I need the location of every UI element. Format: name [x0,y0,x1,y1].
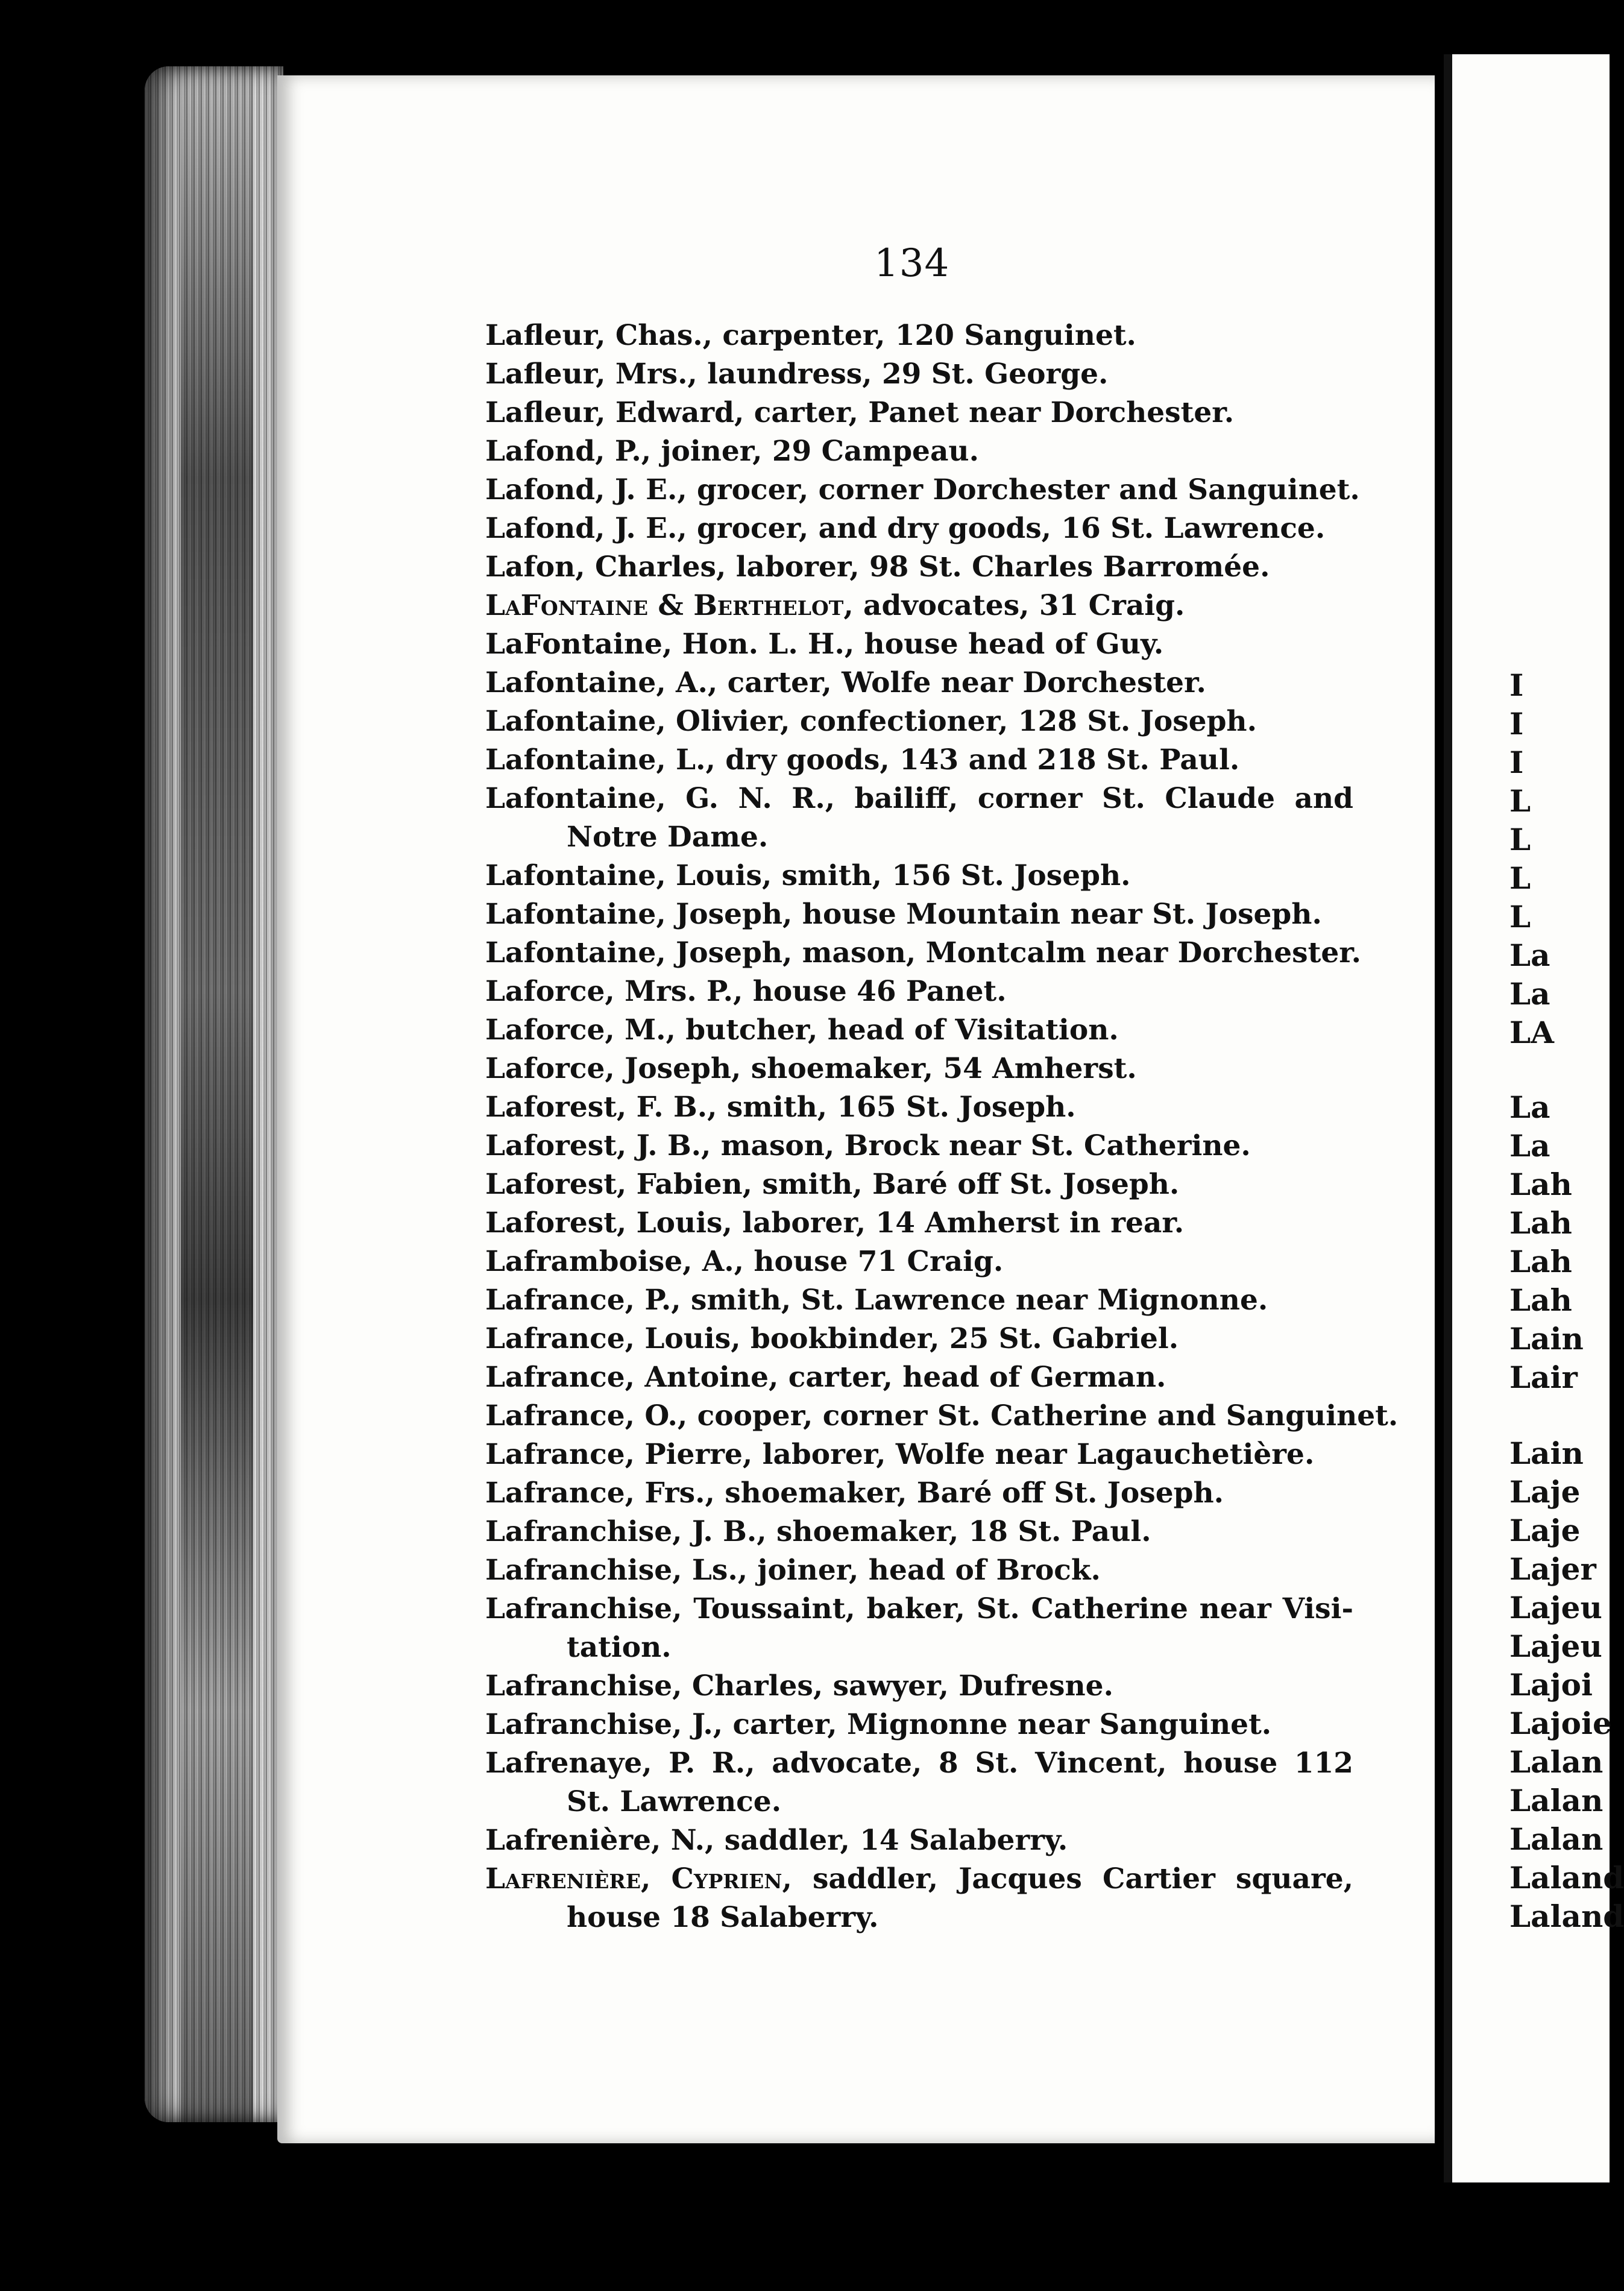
directory-entry: Lafond, P., joiner, 29 Campeau. [485,435,979,468]
directory-entry: Lafontaine, Olivier, confectioner, 128 St. Joseph. [485,705,1257,738]
entry-name-small-caps: LaFontaine & Berthelot [485,589,844,622]
directory-entry: Lafranchise, J. B., shoemaker, 18 St. Paul. [485,1515,1151,1548]
facing-fragment: Laland [1509,1860,1624,1896]
directory-entry: Laforest, F. B., smith, 165 St. Joseph. [485,1091,1076,1124]
facing-fragment: Lair [1509,1360,1578,1395]
facing-fragment: L [1509,783,1531,819]
facing-fragment: I [1509,745,1524,780]
directory-entry: Notre Dame. [567,821,769,854]
facing-fragment: Lajeu [1509,1628,1602,1664]
entry-details: , advocates, 31 Craig. [843,589,1185,622]
facing-fragment: Lah [1509,1205,1572,1241]
facing-fragment: Lain [1509,1435,1584,1471]
directory-entry: Lafleur, Chas., carpenter, 120 Sanguinet. [485,319,1136,352]
directory-entry: Laforest, Fabien, smith, Baré off St. Joseph. [485,1168,1180,1201]
directory-entry: Lafleur, Mrs., laundress, 29 St. George. [485,358,1109,391]
facing-fragment: Lajeu [1509,1590,1602,1625]
directory-entry: Lafranchise, Ls., joiner, head of Brock. [485,1554,1101,1587]
directory-entry: Lafontaine, Joseph, mason, Montcalm near Dorchester. [485,936,1362,969]
page-number: 134 [874,241,950,286]
facing-fragment: Lalan [1509,1783,1604,1818]
facing-fragment: Lalan [1509,1821,1604,1857]
facing-fragment: L [1509,822,1531,857]
directory-entry: Lafrance, O., cooper, corner St. Catherine and Sanguinet. [485,1399,1399,1432]
facing-fragment: Laje [1509,1474,1581,1510]
directory-entry: Laframboise, A., house 71 Craig. [485,1245,1004,1278]
directory-entry: Lafrance, Pierre, laborer, Wolfe near Lagauchetière. [485,1438,1315,1471]
directory-entry: Lafontaine, L., dry goods, 143 and 218 St. Paul. [485,743,1240,777]
directory-entry [485,1860,1353,1899]
facing-fragment: I [1509,667,1524,703]
directory-entry: tation. [567,1631,672,1664]
directory-entry: Laforce, Joseph, shoemaker, 54 Amherst. [485,1052,1137,1085]
directory-entry: Lafond, J. E., grocer, corner Dorchester and Sanguinet. [485,473,1360,506]
facing-fragment: Lajer [1509,1551,1596,1587]
directory-entry: Laforce, M., butcher, head of Visitation. [485,1013,1119,1047]
directory-entry: Laforest, J. B., mason, Brock near St. Catherine. [485,1129,1251,1162]
directory-entry: Lafontaine, A., carter, Wolfe near Dorchester. [485,666,1206,699]
directory-entry: Lafrenaye, P. R., advocate, 8 St. Vincent, house 112 [485,1747,1353,1780]
facing-fragment: LA [1509,1015,1554,1050]
facing-fragment: Lah [1509,1244,1572,1279]
facing-fragment: Laje [1509,1513,1581,1548]
directory-entry: Lafontaine, Joseph, house Mountain near St. Joseph. [485,898,1322,931]
directory-entry: Lafon, Charles, laborer, 98 St. Charles Barromée. [485,550,1270,584]
directory-entry: Lafranchise, J., carter, Mignonne near Sanguinet. [485,1708,1272,1741]
directory-entry: Laforest, Louis, laborer, 14 Amherst in rear. [485,1206,1185,1240]
directory-entry: Lafrenière, N., saddler, 14 Salaberry. [485,1824,1068,1857]
directory-entry: LaFontaine, Hon. L. H., house head of Guy. [485,628,1164,661]
facing-fragment: Lalan [1509,1744,1604,1780]
facing-fragment: Laland [1509,1899,1624,1934]
facing-fragment: Lain [1509,1321,1584,1357]
directory-entry: Lafrance, Frs., shoemaker, Baré off St. Joseph. [485,1476,1224,1510]
facing-fragment: La [1509,1128,1550,1164]
facing-fragment: La [1509,1089,1550,1125]
entry-details: , saddler, Jacques Cartier square, [782,1862,1353,1896]
directory-entry: Lafranchise, Toussaint, baker, St. Catherine near Visi- [485,1592,1353,1625]
page-block-edges [145,66,283,2122]
facing-fragment: Lah [1509,1282,1572,1318]
facing-fragment: Lah [1509,1167,1572,1202]
facing-page-fragments [1509,666,1624,1936]
directory-entry [485,587,1353,625]
directory-entry: Lafleur, Edward, carter, Panet near Dorchester. [485,396,1235,429]
directory-entry: house 18 Salaberry. [567,1901,879,1934]
entry-name-small-caps: Lafrenière, Cyprien [485,1862,782,1896]
directory-entry: Lafontaine, Louis, smith, 156 St. Joseph. [485,859,1131,892]
directory-entry: St. Lawrence. [567,1785,782,1818]
facing-fragment: L [1509,860,1531,896]
directory-entry: Lafrance, P., smith, St. Lawrence near Mignonne. [485,1284,1268,1317]
directory-entry: Lafrance, Antoine, carter, head of German. [485,1361,1166,1394]
directory-entry: Lafranchise, Charles, sawyer, Dufresne. [485,1669,1113,1703]
facing-gap [1509,1397,1624,1434]
facing-fragment: La [1509,976,1550,1012]
facing-gap [1509,1052,1624,1088]
facing-fragment: I [1509,706,1524,742]
facing-page [1444,54,1624,2182]
directory-entry: Lafontaine, G. N. R., bailiff, corner St. Claude and [485,782,1353,815]
facing-fragment: L [1509,899,1531,934]
facing-fragment: Lajoi [1509,1667,1593,1703]
directory-entry: Lafrance, Louis, bookbinder, 25 St. Gabriel. [485,1322,1179,1355]
directory-entry: Lafond, J. E., grocer, and dry goods, 16 St. Lawrence. [485,512,1326,545]
facing-fragment: La [1509,938,1550,973]
facing-fragment: Lajoie [1509,1706,1612,1741]
directory-entries [485,317,1399,1937]
directory-entry: Laforce, Mrs. P., house 46 Panet. [485,975,1007,1008]
